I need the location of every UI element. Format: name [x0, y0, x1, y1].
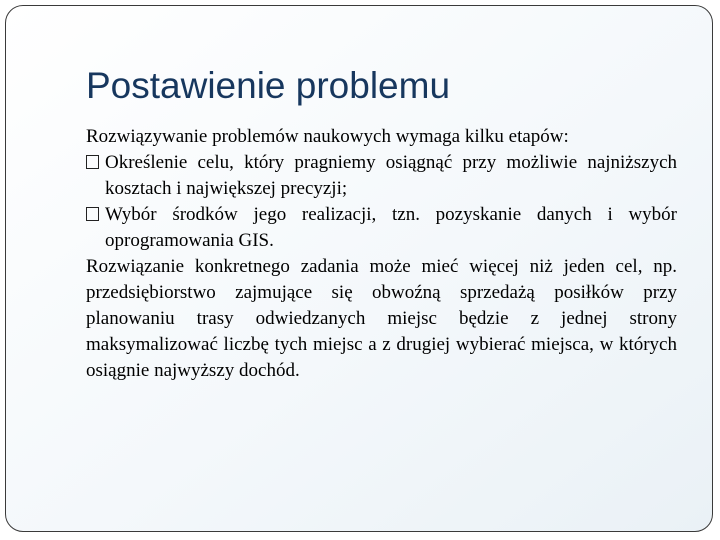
- bullet-item-means: [86, 202, 677, 254]
- bullet-item-goal: [86, 150, 677, 202]
- checkbox-bullet-icon: [86, 155, 99, 169]
- slide-title: Postawienie problemu: [86, 65, 451, 106]
- bullet-text-goal: Określenie celu, który pragniemy osiągnąć przy możliwie najniższych kosztach i największej precyzji;: [105, 152, 677, 199]
- slide-body: [86, 124, 677, 384]
- intro-paragraph: Rozwiązywanie problemów naukowych wymaga kilku etapów:: [86, 126, 569, 147]
- checkbox-bullet-icon: [86, 207, 99, 221]
- conclusion-paragraph: Rozwiązanie konkretnego zadania może mieć więcej niż jeden cel, np. przedsiębiorstwo zajmujące się obwoźną sprzedażą posiłków przy planowaniu trasy odwiedzanych miejsc będzie z jednej strony maksymalizować liczbę tych miejsc a z drugiej wybierać miejsca, w których osiągnie najwyższy dochód.: [86, 256, 677, 381]
- slide-frame: [5, 5, 713, 532]
- bullet-text-means: Wybór środków jego realizacji, tzn. pozyskanie danych i wybór oprogramowania GIS.: [105, 204, 677, 251]
